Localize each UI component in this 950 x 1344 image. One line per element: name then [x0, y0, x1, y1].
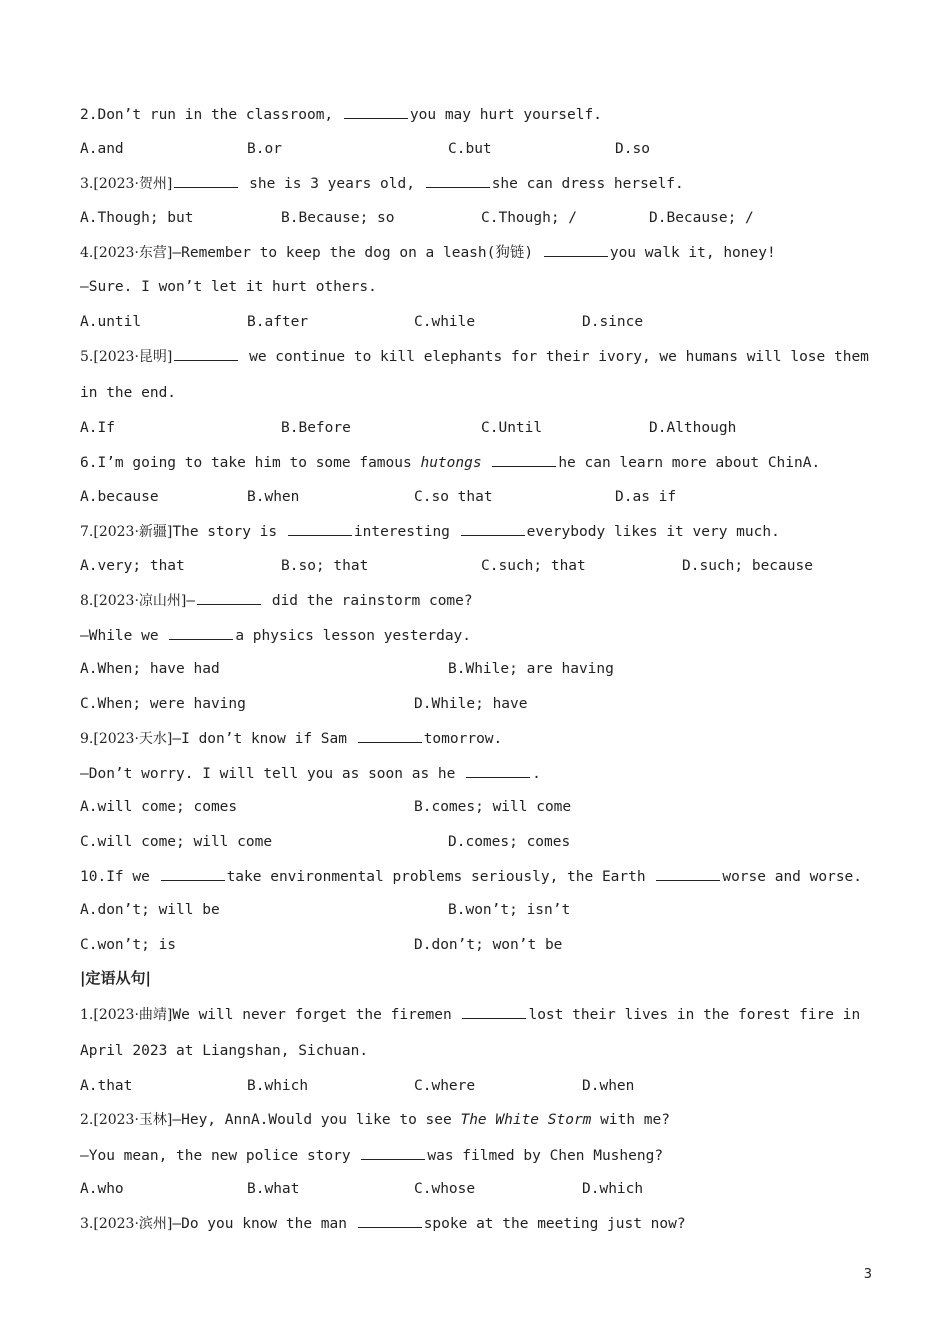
source-tag: 7.[2023·新疆] — [80, 524, 173, 540]
source-tag: 5.[2023·昆明] — [80, 349, 173, 365]
q6-text: he can learn more about ChinA. — [558, 455, 821, 471]
answer-blank[interactable] — [462, 1004, 526, 1019]
answer-blank[interactable] — [161, 866, 225, 881]
answer-blank[interactable] — [174, 173, 238, 188]
option[interactable]: B.which — [247, 1078, 309, 1094]
q9-text: —I don’t know if Sam — [172, 731, 356, 747]
question-7 — [80, 521, 780, 542]
q8-text: —While we — [80, 628, 168, 644]
option[interactable]: A.that — [80, 1078, 133, 1094]
option[interactable]: D.which — [582, 1181, 644, 1197]
answer-blank[interactable] — [358, 728, 422, 743]
option[interactable]: A.If — [80, 420, 115, 436]
answer-blank[interactable] — [174, 346, 238, 361]
r1-text: lost their lives in the forest fire in — [528, 1007, 861, 1023]
option[interactable]: B.While; are having — [448, 661, 614, 677]
option[interactable]: A.will come; comes — [80, 799, 238, 815]
option[interactable]: C.but — [448, 141, 492, 157]
q2-text: 2.Don’t run in the classroom, — [80, 107, 342, 123]
q8-text: — — [186, 593, 196, 609]
q10-text: take environmental problems seriously, the Earth — [226, 869, 655, 885]
option[interactable]: B.so; that — [281, 558, 369, 574]
answer-blank[interactable] — [466, 763, 530, 778]
q8-text: did the rainstorm come? — [263, 593, 473, 609]
q9-text: —Don’t worry. I will tell you as soon as he — [80, 766, 465, 782]
q2-text: you may hurt yourself. — [409, 107, 602, 123]
option[interactable]: B.comes; will come — [414, 799, 572, 815]
option[interactable]: D.so — [615, 141, 650, 157]
option[interactable]: C.where — [414, 1078, 476, 1094]
option[interactable]: B.won’t; isn’t — [448, 902, 571, 918]
option[interactable]: B.what — [247, 1181, 300, 1197]
answer-blank[interactable] — [544, 242, 608, 257]
question-5 — [80, 346, 869, 367]
answer-blank[interactable] — [358, 1213, 422, 1228]
option[interactable]: A.who — [80, 1181, 124, 1197]
option[interactable]: C.will come; will come — [80, 834, 273, 850]
question-6 — [80, 452, 820, 473]
q9-reply — [80, 763, 541, 784]
option[interactable]: B.when — [247, 489, 300, 505]
option[interactable]: B.Before — [281, 420, 351, 436]
q5-continuation: in the end. — [80, 385, 177, 401]
answer-blank[interactable] — [344, 104, 408, 119]
option[interactable]: D.While; have — [414, 696, 528, 712]
option[interactable]: C.such; that — [481, 558, 586, 574]
section-heading: |定语从句| — [80, 969, 151, 987]
source-tag: 9.[2023·天水] — [80, 731, 173, 747]
q7-text: The story is — [172, 524, 286, 540]
relative-question-2 — [80, 1110, 670, 1130]
answer-blank[interactable] — [288, 521, 352, 536]
option[interactable]: A.because — [80, 489, 159, 505]
question-4 — [80, 242, 776, 263]
question-8 — [80, 590, 473, 611]
q4-text: you walk it, honey! — [609, 245, 776, 261]
option[interactable]: D.as if — [615, 489, 677, 505]
option[interactable]: A.until — [80, 314, 142, 330]
option[interactable]: A.and — [80, 141, 124, 157]
q7-text: everybody likes it very much. — [526, 524, 780, 540]
q4-reply: —Sure. I won’t let it hurt others. — [80, 279, 377, 295]
question-2 — [80, 104, 602, 125]
q4-text: —Remember to keep the dog on a leash(狗链) — [172, 245, 542, 261]
r1-continuation: April 2023 at Liangshan, Sichuan. — [80, 1043, 369, 1059]
option[interactable]: D.don’t; won’t be — [414, 937, 563, 953]
source-tag: 1.[2023·曲靖] — [80, 1007, 173, 1023]
r2-text: was filmed by Chen Musheng? — [427, 1148, 664, 1164]
source-tag: 3.[2023·滨州] — [80, 1216, 173, 1232]
option[interactable]: C.won’t; is — [80, 937, 177, 953]
option[interactable]: C.When; were having — [80, 696, 246, 712]
r2-italic: The White Storm — [460, 1112, 592, 1128]
r2-text: —You mean, the new police story — [80, 1148, 360, 1164]
option[interactable]: C.Though; / — [481, 210, 578, 226]
r1-text: We will never forget the firemen — [172, 1007, 461, 1023]
answer-blank[interactable] — [492, 452, 556, 467]
q9-text: tomorrow. — [423, 731, 503, 747]
source-tag: 4.[2023·东营] — [80, 245, 173, 261]
q10-text: worse and worse. — [722, 869, 863, 885]
option[interactable]: D.Because; / — [649, 210, 754, 226]
option[interactable]: C.Until — [481, 420, 543, 436]
answer-blank[interactable] — [169, 625, 233, 640]
source-tag: 3.[2023·贺州] — [80, 176, 173, 192]
source-tag: 8.[2023·凉山州] — [80, 593, 187, 609]
q10-text: 10.If we — [80, 869, 159, 885]
answer-blank[interactable] — [426, 173, 490, 188]
r2-text: —Hey, AnnA.Would you like to see — [172, 1112, 461, 1128]
option[interactable]: A.don’t; will be — [80, 902, 220, 918]
answer-blank[interactable] — [361, 1145, 425, 1160]
answer-blank[interactable] — [197, 590, 261, 605]
answer-blank[interactable] — [461, 521, 525, 536]
option[interactable]: B.after — [247, 314, 309, 330]
q3-text: she can dress herself. — [491, 176, 684, 192]
r2-text: with me? — [591, 1112, 670, 1128]
option[interactable]: A.Though; but — [80, 210, 194, 226]
q6-text: 6.I’m going to take him to some famous — [80, 455, 421, 471]
option[interactable]: D.such; because — [682, 558, 813, 574]
option[interactable]: C.while — [414, 314, 476, 330]
r2-reply — [80, 1145, 663, 1166]
option[interactable]: A.very; that — [80, 558, 185, 574]
option[interactable]: D.comes; comes — [448, 834, 571, 850]
q8-reply — [80, 625, 471, 646]
option[interactable]: C.so that — [414, 489, 493, 505]
option[interactable]: D.since — [582, 314, 644, 330]
r3-text: —Do you know the man — [172, 1216, 356, 1232]
question-10 — [80, 866, 862, 887]
answer-blank[interactable] — [656, 866, 720, 881]
q9-text: . — [532, 766, 541, 782]
source-tag: 2.[2023·玉林] — [80, 1112, 173, 1128]
relative-question-3 — [80, 1213, 686, 1234]
q5-text: we continue to kill elephants for their ivory, we humans will lose them — [240, 349, 869, 365]
question-9 — [80, 728, 502, 749]
option[interactable]: B.Because; so — [281, 210, 395, 226]
q3-text: she is 3 years old, — [240, 176, 424, 192]
option[interactable]: D.Although — [649, 420, 737, 436]
option[interactable]: A.When; have had — [80, 661, 220, 677]
option[interactable]: C.whose — [414, 1181, 476, 1197]
question-3 — [80, 173, 684, 194]
q6-italic: hutongs — [420, 455, 482, 471]
q7-text: interesting — [353, 524, 459, 540]
page-number: 3 — [863, 1267, 872, 1282]
relative-question-1 — [80, 1004, 860, 1025]
r3-text: spoke at the meeting just now? — [423, 1216, 686, 1232]
option[interactable]: B.or — [247, 141, 282, 157]
q8-text: a physics lesson yesterday. — [235, 628, 472, 644]
option[interactable]: D.when — [582, 1078, 635, 1094]
